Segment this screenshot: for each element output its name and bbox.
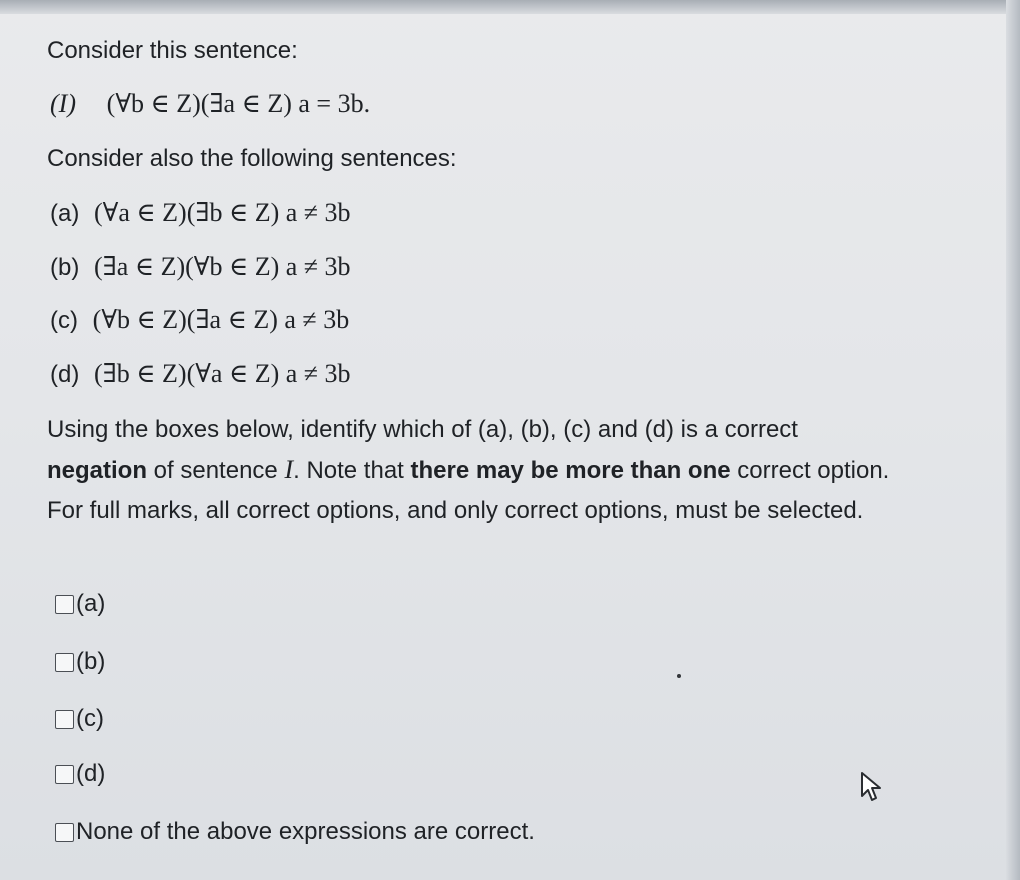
choice-d[interactable] <box>55 760 105 788</box>
instructions-part2: of sentence <box>147 457 285 484</box>
option-expression: (∃b ∈ Z)(∀a ∈ Z) a ≠ 3b <box>94 359 351 388</box>
choice-label: (b) <box>76 648 106 675</box>
sentence-label: (I) <box>50 89 76 118</box>
sentence-expression: (∀b ∈ Z)(∃a ∈ Z) a = 3b. <box>106 89 371 118</box>
option-label: (d) <box>50 361 80 388</box>
instructions <box>47 410 897 531</box>
choice-label: (d) <box>76 760 106 787</box>
choice-c[interactable] <box>55 705 104 733</box>
checkbox-icon[interactable] <box>55 823 74 842</box>
option-label: (a) <box>50 200 80 227</box>
choice-label: (a) <box>76 590 106 617</box>
option-a <box>50 198 351 228</box>
choice-label: (c) <box>76 705 104 732</box>
checkbox-icon[interactable] <box>55 653 74 672</box>
instructions-bold-more: there may be more than one <box>410 457 731 484</box>
checkbox-icon[interactable] <box>55 710 74 729</box>
option-expression: (∃a ∈ Z)(∀b ∈ Z) a ≠ 3b <box>94 252 351 281</box>
instructions-part4: correct option. For full marks, all correct options, and only correct options, must be selected. <box>47 457 890 524</box>
option-expression: (∀a ∈ Z)(∃b ∈ Z) a ≠ 3b <box>94 198 351 227</box>
intro-text: Consider this sentence: <box>47 37 298 64</box>
option-label: (b) <box>50 254 80 281</box>
choice-b[interactable] <box>55 648 105 676</box>
choice-label: None of the above expressions are correct. <box>76 818 535 845</box>
dust-speck <box>677 674 681 678</box>
option-b <box>50 252 351 282</box>
checkbox-icon[interactable] <box>55 595 74 614</box>
instructions-part3: . Note that <box>293 457 411 484</box>
also-text: Consider also the following sentences: <box>47 145 457 172</box>
option-label: (c) <box>50 307 78 334</box>
mouse-pointer-icon <box>857 770 891 804</box>
checkbox-icon[interactable] <box>55 765 74 784</box>
option-d <box>50 359 351 389</box>
choice-none[interactable] <box>55 818 535 846</box>
instructions-sentence-ref: I <box>284 455 294 484</box>
instructions-bold-negation: negation <box>47 457 147 484</box>
instructions-part1: Using the boxes below, identify which of (a), (b), (c) and (d) is a correct <box>47 416 798 443</box>
option-expression: (∀b ∈ Z)(∃a ∈ Z) a ≠ 3b <box>92 305 350 334</box>
option-c <box>50 305 349 335</box>
sentence-I <box>50 89 370 120</box>
choice-a[interactable] <box>55 590 105 618</box>
monitor-bezel-right <box>1006 0 1020 880</box>
monitor-bezel-top <box>0 0 1020 14</box>
